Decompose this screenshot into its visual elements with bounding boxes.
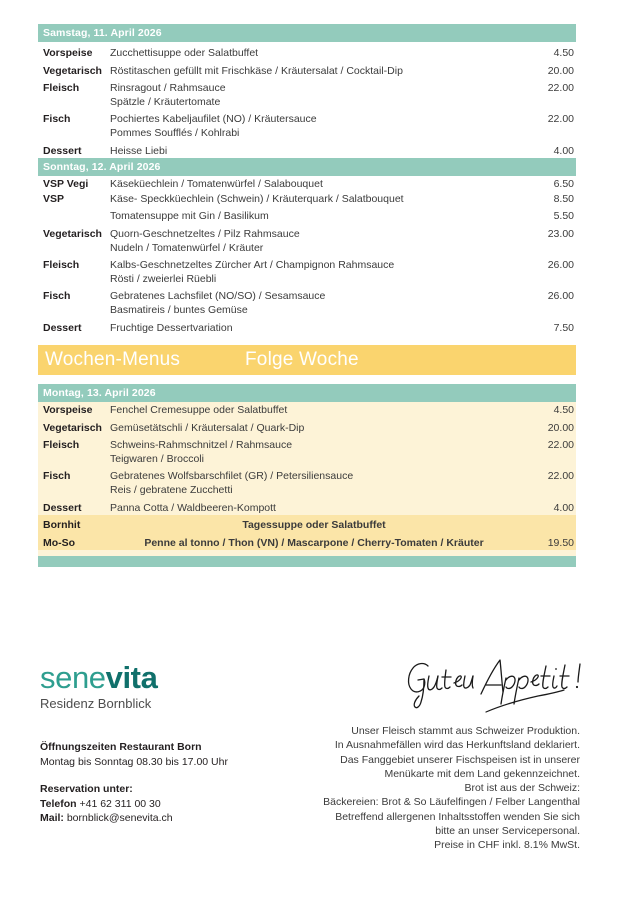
menu-row-category: Fleisch (43, 439, 80, 452)
menu-row (38, 403, 576, 418)
day-rows-sunday (38, 176, 576, 335)
opening-hours-value: Montag bis Sonntag 08.30 bis 17.00 Uhr (40, 755, 228, 768)
menu-row-category: Dessert (43, 144, 82, 157)
menu-row-description: Penne al tonno / Thon (VN) / Mascarpone / Cherry-Tomaten / Kräuter (144, 536, 484, 549)
phone-label: Telefon (40, 797, 77, 810)
menu-row-description: Zucchettisuppe oder Salatbuffet (110, 47, 259, 59)
menu-row-price: 19.50 (547, 536, 574, 549)
day-header-sunday: Sonntag, 12. April 2026 (38, 158, 576, 176)
day-section-sunday (38, 158, 576, 335)
weekly-menu-banner (38, 345, 576, 375)
menu-row-description: Käse- Speckküechlein (Schwein) / Kräuterquark / Salatbouquet (110, 192, 404, 205)
menu-row-description: Fenchel Cremesuppe oder Salatbuffet (110, 404, 288, 417)
day-header-monday: Montag, 13. April 2026 (38, 384, 576, 402)
menu-row-description: Heisse Liebi (110, 144, 168, 157)
following-week-rows (38, 402, 576, 515)
legal-notice-line: Menükarte mit dem Land gekennzeichnet. (384, 767, 580, 780)
menu-row-price: 5.50 (553, 210, 574, 223)
menu-row-category: Fleisch (43, 82, 80, 95)
phone-value[interactable]: +41 62 311 00 30 (79, 797, 161, 810)
legal-notice-line: Bäckereien: Brot & So Läufelfingen / Felber Langenthal (323, 796, 580, 809)
menu-row-category: Fisch (43, 113, 71, 126)
menu-row-description: Quorn-Geschnetzeltes / Pilz Rahmsauce Nudeln / Tomatenwürfel / Kräuter (110, 228, 518, 255)
day-rows-saturday (38, 42, 576, 158)
menu-highlight-row (38, 515, 576, 533)
menu-row-category: Vorspeise (43, 47, 93, 59)
legal-notice-line: Preise in CHF inkl. 8.1% MwSt. (434, 839, 580, 852)
menu-row-price: 4.50 (553, 47, 574, 59)
menu-row-description: Kalbs-Geschnetzeltes Zürcher Art / Champignon Rahmsauce Rösti / zweierlei Rüebli (110, 259, 518, 286)
menu-row (38, 141, 576, 159)
menu-row (38, 206, 576, 224)
menu-row-price: 22.00 (547, 82, 574, 95)
page-footer (0, 652, 640, 905)
menu-row-category: Bornhit (43, 519, 81, 532)
menu-row-description-line2: Pommes Soufflés / Kohlrabi (110, 126, 240, 139)
menu-row-description: Gebratenes Wolfsbarschfilet (GR) / Petersiliensauce Reis / gebratene Zucchetti (110, 470, 518, 497)
following-week-highlights (38, 515, 576, 550)
mail-label: Mail: (40, 812, 64, 824)
menu-row (38, 466, 576, 497)
menu-row (38, 224, 576, 255)
banner-spacer (38, 375, 576, 384)
menu-highlight-row (38, 533, 576, 551)
logo-wordmark (40, 661, 157, 695)
menu-block (38, 24, 576, 567)
legal-notice-line: Betreffend allergenen Inhaltsstoffen wenden Sie sich (335, 810, 580, 823)
legal-notice (298, 724, 580, 853)
menu-row-description: Röstitaschen gefüllt mit Frischkäse / Kräutersalat / Cocktail-Dip (110, 64, 403, 77)
current-week-days (38, 24, 576, 335)
menu-row-description: Gemüsetätschli / Kräutersalat / Quark-Dip (110, 421, 305, 434)
menu-row-price: 4.00 (553, 501, 574, 514)
day-header-saturday: Samstag, 11. April 2026 (38, 24, 576, 42)
menu-row-description-line2: Spätzle / Kräutertomate (110, 95, 221, 108)
menu-row (38, 177, 576, 192)
menu-row-price: 26.00 (547, 290, 574, 303)
menu-row (38, 418, 576, 436)
legal-notice-line: Brot ist aus der Schweiz: (464, 782, 580, 795)
menu-row-description: Fruchtige Dessertvariation (110, 321, 233, 334)
menu-row-category: Mo-So (43, 536, 76, 549)
opening-hours-title: Öffnungszeiten Restaurant Born (40, 741, 202, 753)
logo-tagline: Residenz Bornblick (40, 696, 152, 711)
menu-row-description: Rinsragout / Rahmsauce Spätzle / Kräutertomate (110, 82, 518, 109)
mail-row (40, 811, 228, 826)
weekly-menu-subtitle: Folge Woche (245, 349, 359, 371)
menu-row-category: Fisch (43, 470, 71, 483)
menu-row-description-line2: Teigwaren / Broccoli (110, 452, 204, 465)
menu-row-description: Tagessuppe oder Salatbuffet (242, 519, 386, 532)
logo-text-sene: sene (40, 660, 106, 695)
logo-text-vita: vita (105, 660, 158, 695)
menu-row-description: Tomatensuppe mit Gin / Basilikum (110, 210, 269, 223)
menu-row-description-line2: Rösti / zweierlei Rüebli (110, 272, 217, 285)
menu-row-category: VSP Vegi (43, 178, 89, 191)
menu-row-category: Vegetarisch (43, 421, 102, 434)
menu-row-price: 23.00 (547, 227, 574, 240)
menu-row (38, 43, 576, 61)
mail-value[interactable]: bornblick@senevita.ch (66, 812, 173, 824)
menu-row-category: Vorspeise (43, 404, 93, 417)
menu-row-category: Vegetarisch (43, 227, 102, 240)
guten-appetit-handwriting (398, 652, 598, 714)
menu-row-category: Dessert (43, 501, 82, 514)
senevita-logo (40, 661, 157, 712)
menu-row-price: 7.50 (553, 321, 574, 334)
day-section-saturday (38, 24, 576, 158)
menu-footer-bar (38, 556, 576, 567)
menu-row-description: Käseküechlein / Tomatenwürfel / Salabouquet (110, 178, 323, 191)
menu-row-description: Schweins-Rahmschnitzel / Rahmsauce Teigwaren / Broccoli (110, 439, 518, 466)
contact-info (40, 740, 228, 826)
menu-row-price: 20.00 (547, 64, 574, 77)
menu-row-price: 22.00 (547, 439, 574, 452)
menu-row-category: VSP (43, 192, 65, 205)
reservation-title: Reservation unter: (40, 783, 133, 795)
phone-row (40, 797, 228, 812)
legal-notice-line: Unser Fleisch stammt aus Schweizer Produktion. (351, 725, 580, 737)
legal-notice-line: bitte an unser Servicepersonal. (435, 825, 580, 838)
menu-row-category: Fleisch (43, 259, 80, 272)
menu-row-description-line2: Basmatireis / buntes Gemüse (110, 303, 248, 316)
menu-row-description: Gebratenes Lachsfilet (NO/SO) / Sesamsauce Basmatireis / buntes Gemüse (110, 290, 518, 317)
menu-row (38, 192, 576, 207)
menu-row-price: 26.00 (547, 259, 574, 272)
menu-row (38, 78, 576, 109)
menu-row-category: Fisch (43, 290, 71, 303)
menu-row-description-line2: Nudeln / Tomatenwürfel / Kräuter (110, 241, 264, 254)
menu-row (38, 498, 576, 516)
menu-row-price: 8.50 (553, 192, 574, 205)
menu-row (38, 435, 576, 466)
menu-row-price: 22.00 (547, 113, 574, 126)
menu-row-description: Panna Cotta / Waldbeeren-Kompott (110, 501, 276, 514)
menu-row-description: Pochiertes Kabeljaufilet (NO) / Kräutersauce Pommes Soufflés / Kohlrabi (110, 113, 518, 140)
menu-row-price: 20.00 (547, 421, 574, 434)
menu-row-description-line2: Reis / gebratene Zucchetti (110, 484, 233, 497)
menu-row (38, 109, 576, 140)
menu-row-price: 4.50 (553, 404, 574, 417)
menu-row-category: Dessert (43, 321, 82, 334)
legal-notice-line: Das Fanggebiet unserer Fischspeisen ist in unserer (340, 753, 580, 766)
menu-row-price: 4.00 (553, 144, 574, 157)
menu-row-category: Vegetarisch (43, 64, 102, 77)
menu-row (38, 286, 576, 317)
following-week-section (38, 384, 576, 556)
menu-row (38, 61, 576, 79)
menu-row-price: 22.00 (547, 470, 574, 483)
weekly-menu-title: Wochen-Menus (45, 349, 181, 371)
legal-notice-line: In Ausnahmefällen wird das Herkunftsland deklariert. (334, 739, 580, 752)
menu-row-price: 6.50 (553, 178, 574, 191)
menu-row (38, 318, 576, 336)
contact-gap (40, 769, 228, 782)
menu-row (38, 255, 576, 286)
